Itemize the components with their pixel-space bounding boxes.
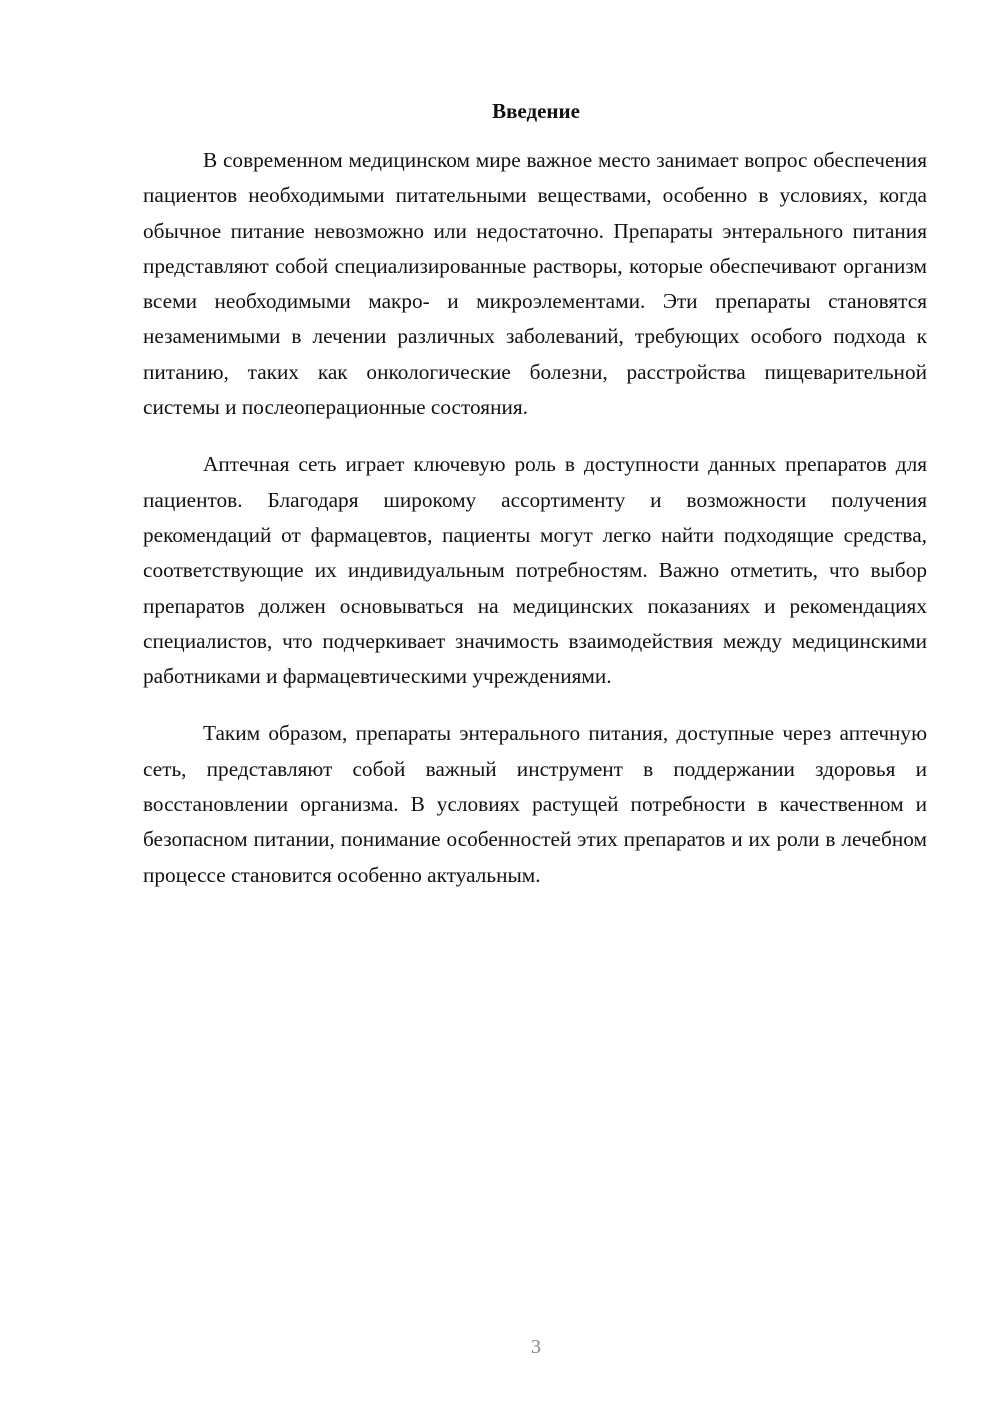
page-number: 3 [531, 1336, 541, 1358]
paragraph-2: Аптечная сеть играет ключевую роль в доступности данных препаратов для пациентов. Благодаря широкому ассортименту и возможности получения рекомендаций от фармацевтов, пациенты могут легко найти подходящие средства, соответствующие их индивидуальным потребностям. Важно отметить, что выбор препаратов должен основываться на медицинских показаниях и рекомендациях специалистов, что подчеркивает значимость взаимодействия между медицинскими работниками и фармацевтическими учреждениями. [143, 452, 927, 689]
section-heading: Введение [492, 99, 580, 123]
paragraph-1: В современном медицинском мире важное место занимает вопрос обеспечения пациентов необходимыми питательными веществами, особенно в условиях, когда обычное питание невозможно или недостаточно. Препараты энтерального питания представляют собой специализированные растворы, которые обеспечивают организм всеми необходимыми макро- и микроэлементами. Эти препараты становятся незаменимыми в лечении различных заболеваний, требующих особого подхода к питанию, таких как онкологические болезни, расстройства пищеварительной системы и послеоперационные состояния. [143, 148, 927, 420]
body-text [143, 143, 927, 915]
paragraph-3: Таким образом, препараты энтерального питания, доступные через аптечную сеть, представляют собой важный инструмент в поддержании здоровья и восстановлении организма. В условиях растущей потребности в качественном и безопасном питании, понимание особенностей этих препаратов и их роли в лечебном процессе становится особенно актуальным. [143, 721, 927, 887]
